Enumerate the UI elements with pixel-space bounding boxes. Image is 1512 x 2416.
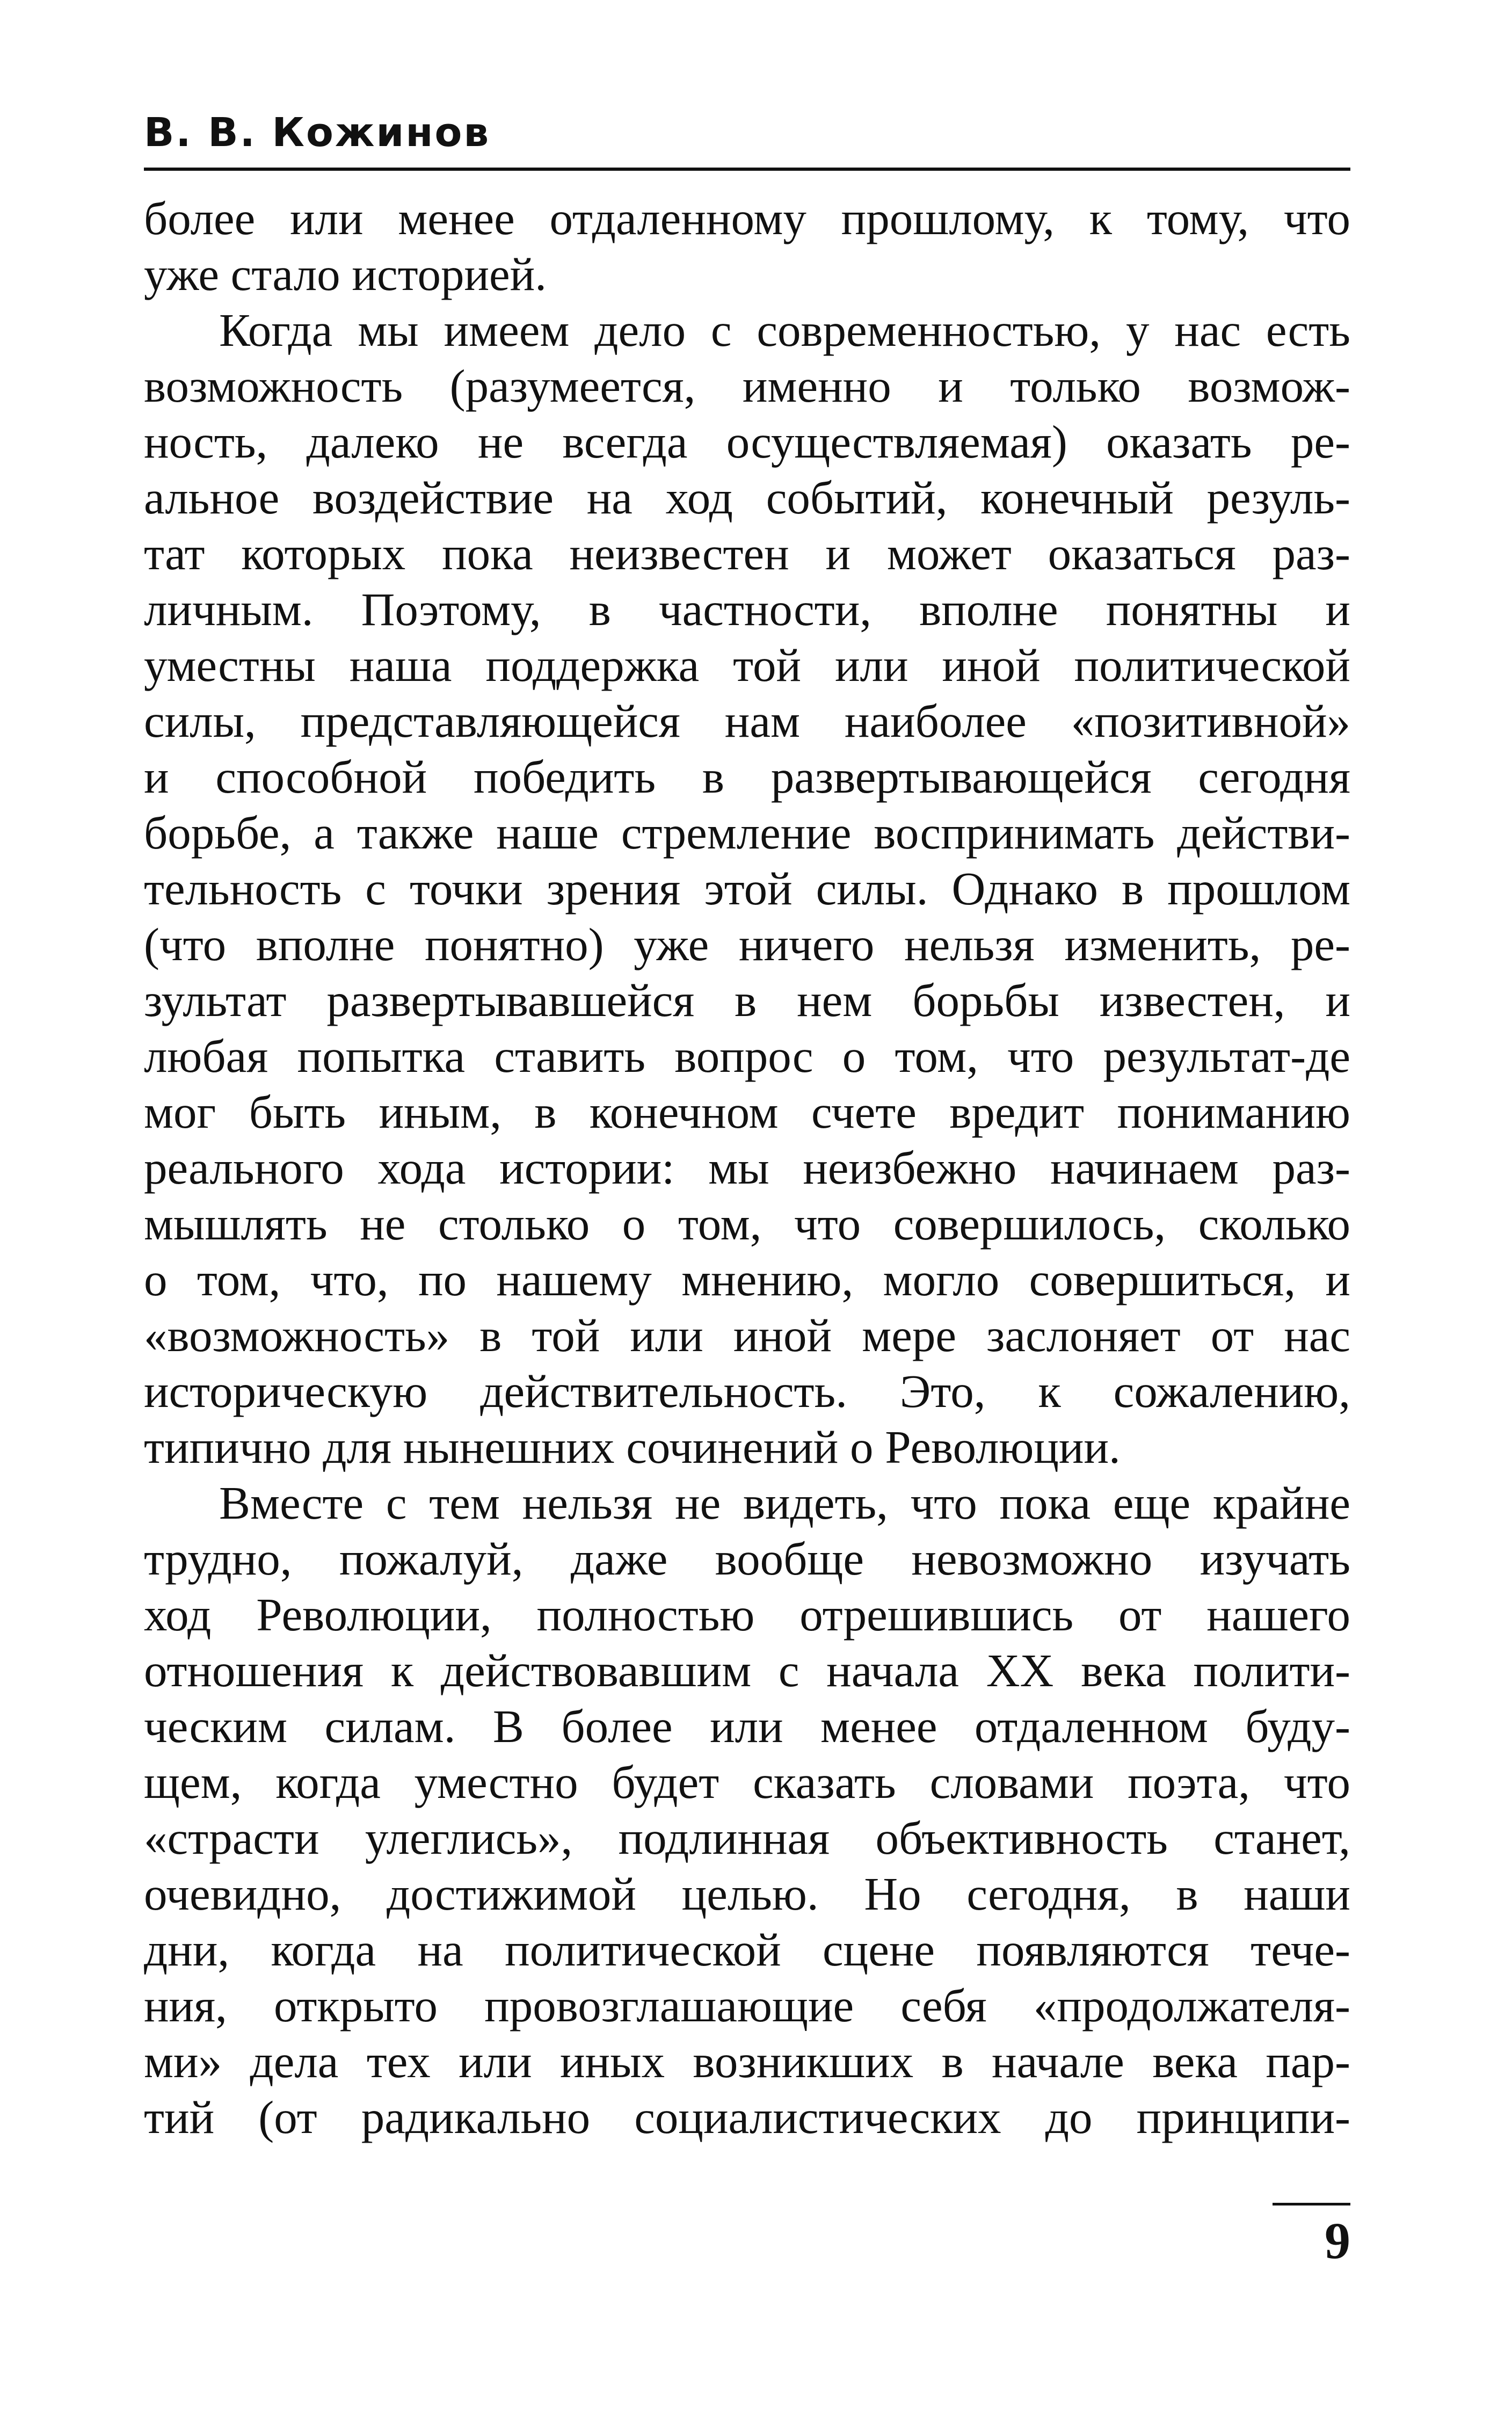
text-line: уместны наша поддержка той или иной политической <box>144 639 1350 691</box>
text-line: мышлять не столько о том, что совершилось, сколько <box>144 1198 1350 1250</box>
text-line: ми» дела тех или иных возникших в начале века пар- <box>144 2035 1350 2087</box>
text-line: реального хода истории: мы неизбежно начинаем раз- <box>144 1142 1350 1194</box>
text-line: ния, открыто провозглашающие себя «продолжателя- <box>144 1979 1350 2032</box>
text-line: альное воздействие на ход событий, конечный резуль- <box>144 471 1350 524</box>
text-line: отношения к действовавшим с начала XX века полити- <box>144 1644 1350 1696</box>
text-line: зультат развертывавшейся в нем борьбы известен, и <box>144 974 1350 1026</box>
footer-rule <box>1273 2203 1350 2205</box>
page-number: 9 <box>1325 2212 1350 2269</box>
text-line: возможность (разумеется, именно и только возмож- <box>144 360 1350 412</box>
text-line: трудно, пожалуй, даже вообще невозможно изучать <box>144 1533 1350 1585</box>
paragraph <box>144 191 1350 302</box>
paragraph <box>144 1475 1350 2145</box>
body-text <box>144 191 1350 2145</box>
text-line: о том, что, по нашему мнению, могло совершиться, и <box>144 1253 1350 1305</box>
text-line: любая попытка ставить вопрос о том, что результат-де <box>144 1030 1350 1082</box>
text-line: типично для нынешних сочинений о Революции. <box>144 1421 1121 1473</box>
text-line: «страсти улеглись», подлинная объективность станет, <box>144 1812 1350 1864</box>
text-line: Вместе с тем нельзя не видеть, что пока еще крайне <box>219 1477 1350 1529</box>
text-line: очевидно, достижимой целью. Но сегодня, в наши <box>144 1868 1350 1920</box>
text-line: дни, когда на политической сцене появляются тече- <box>144 1924 1350 1976</box>
text-line: историческую действительность. Это, к сожалению, <box>144 1365 1350 1417</box>
text-line: ность, далеко не всегда осуществляемая) оказать ре- <box>144 416 1350 468</box>
header-rule <box>144 168 1350 171</box>
text-line: ческим силам. В более или менее отдаленном буду- <box>144 1700 1350 1752</box>
text-line: щем, когда уместно будет сказать словами поэта, что <box>144 1756 1350 1808</box>
paragraph <box>144 302 1350 1475</box>
text-line: тельность с точки зрения этой силы. Однако в прошлом <box>144 862 1350 915</box>
text-line: тат которых пока неизвестен и может оказаться раз- <box>144 527 1350 579</box>
text-line: и способной победить в развертывающейся сегодня <box>144 751 1350 803</box>
text-line: тий (от радикально социалистических до принципи- <box>144 2091 1350 2143</box>
text-line: ход Революции, полностью отрешившись от нашего <box>144 1588 1350 1641</box>
text-line: силы, представляющейся нам наиболее «позитивной» <box>144 695 1350 747</box>
text-line: (что вполне понятно) уже ничего нельзя изменить, ре- <box>144 918 1350 970</box>
text-line: личным. Поэтому, в частности, вполне понятны и <box>144 583 1350 635</box>
text-line: мог быть иным, в конечном счете вредит пониманию <box>144 1086 1350 1138</box>
text-line: Когда мы имеем дело с современностью, у нас есть <box>219 304 1350 356</box>
text-line: уже стало историей. <box>144 248 547 300</box>
text-line: борьбе, а также наше стремление воспринимать действи- <box>144 807 1350 859</box>
text-line: более или менее отдаленному прошлому, к тому, что <box>144 192 1350 244</box>
text-line: «возможность» в той или иной мере заслоняет от нас <box>144 1309 1350 1361</box>
running-head: В. В. Кожинов <box>144 110 491 156</box>
